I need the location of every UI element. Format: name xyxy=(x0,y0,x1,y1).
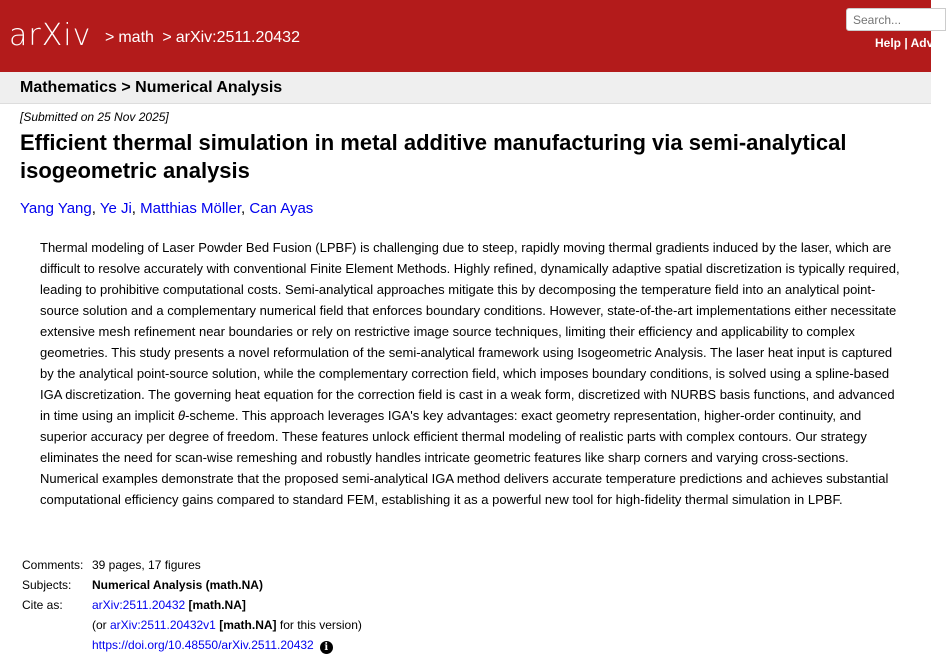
doi-row xyxy=(22,635,362,655)
cite-class: [math.NA] xyxy=(188,598,246,612)
version-label-spacer xyxy=(22,615,92,635)
author-separator: , xyxy=(91,200,100,217)
author-link[interactable]: Yang Yang xyxy=(20,200,92,217)
cite-label: Cite as: xyxy=(22,598,63,612)
version-class: [math.NA] xyxy=(219,618,277,632)
doi-value xyxy=(92,635,362,655)
metadata-table xyxy=(22,555,362,655)
subject-header xyxy=(0,72,931,104)
abstract-text: Thermal modeling of Laser Powder Bed Fusion (LPBF) is challenging due to steep, rapidly moving thermal gradients induced by the laser, which are difficult to resolve accurately with conventional Finite Element Methods. Highly refined, dynamically adaptive spatial discretization is typically required, leading to prohibitive computational costs. Semi-analytical approaches mitigate this by decomposing the temperature field into an analytical point-source solution and a complementary numerical field that enforces boundary conditions. However, state-of-the-art implementations either necessitate extensive mesh refinement near boundaries or rely on restrictive image source techniques, limiting their efficiency and applicability to complex geometries. This study presents a novel reformulation of the semi-analytical framework using Isogeometric Analysis. The laser heat input is captured by the analytical point-source solution, while the complementary correction field, which imposes boundary conditions, is solved using a spline-based IGA discretization. The governing heat equation for the correction field is cast in a weak form, discretized with NURBS basis functions, and advanced in time using an implicit xyxy=(40,240,900,423)
version-prefix: (or xyxy=(92,618,110,632)
version-link[interactable]: arXiv:2511.20432v1 xyxy=(110,618,216,632)
author-link[interactable]: Can Ayas xyxy=(249,200,314,217)
subjects-row xyxy=(22,575,362,595)
abstract-text: -scheme. This approach leverages IGA's key advantages: exact geometry representation, higher-order continuity, and superior accuracy per degree of freedom. These features unlock efficient thermal modeling of realistic parts with complex contours. Our strategy eliminates the need for scan-wise remeshing and robustly handles intricate geometric features like sharp corners and varying cross-sections. Numerical examples demonstrate that the proposed semi-analytical IGA method delivers accurate temperature predictions and achieves substantial computational efficiency gains compared to standard FEM, establishing it as a powerful new tool for high-fidelity thermal simulation in LPBF. xyxy=(40,408,889,507)
cite-value xyxy=(92,595,362,615)
breadcrumb xyxy=(105,28,300,48)
arxiv-logo[interactable]: arXiv xyxy=(9,18,92,53)
doi-label-spacer xyxy=(22,635,92,655)
author-link[interactable]: Ye Ji xyxy=(99,200,132,217)
version-value xyxy=(92,615,362,635)
paper-title: Efficient thermal simulation in metal additive manufacturing via semi-analytical isogeometric analysis xyxy=(20,130,847,183)
info-icon[interactable]: i xyxy=(320,641,333,654)
cite-row xyxy=(22,595,362,615)
comments-row xyxy=(22,555,362,575)
breadcrumb-separator: > xyxy=(162,29,172,46)
author-list xyxy=(20,200,313,217)
help-advanced-links[interactable]: Help | Adva xyxy=(875,36,940,50)
submission-date: [Submitted on 25 Nov 2025] xyxy=(20,110,169,124)
doi-link[interactable]: https://doi.org/10.48550/arXiv.2511.20432 xyxy=(92,638,314,652)
comments-label: Comments: xyxy=(22,558,84,572)
breadcrumb-math-link[interactable]: math xyxy=(118,29,154,46)
subjects-label: Subjects: xyxy=(22,578,72,592)
site-header xyxy=(0,0,940,72)
author-link[interactable]: Matthias Möller xyxy=(140,200,242,217)
abstract-theta-symbol: θ xyxy=(178,408,186,423)
comments-value: 39 pages, 17 figures xyxy=(92,558,201,572)
search-input[interactable] xyxy=(846,8,946,31)
version-suffix: for this version) xyxy=(276,618,362,632)
breadcrumb-separator: > xyxy=(105,29,115,46)
version-row xyxy=(22,615,362,635)
author-separator: , xyxy=(131,200,141,217)
abstract xyxy=(40,237,900,510)
author-separator: , xyxy=(241,200,250,217)
subjects-value: Numerical Analysis (math.NA) xyxy=(92,578,263,592)
subject-title[interactable]: Mathematics > Numerical Analysis xyxy=(20,79,283,96)
cite-link[interactable]: arXiv:2511.20432 xyxy=(92,598,186,612)
breadcrumb-paper-link[interactable]: arXiv:2511.20432 xyxy=(175,29,300,46)
